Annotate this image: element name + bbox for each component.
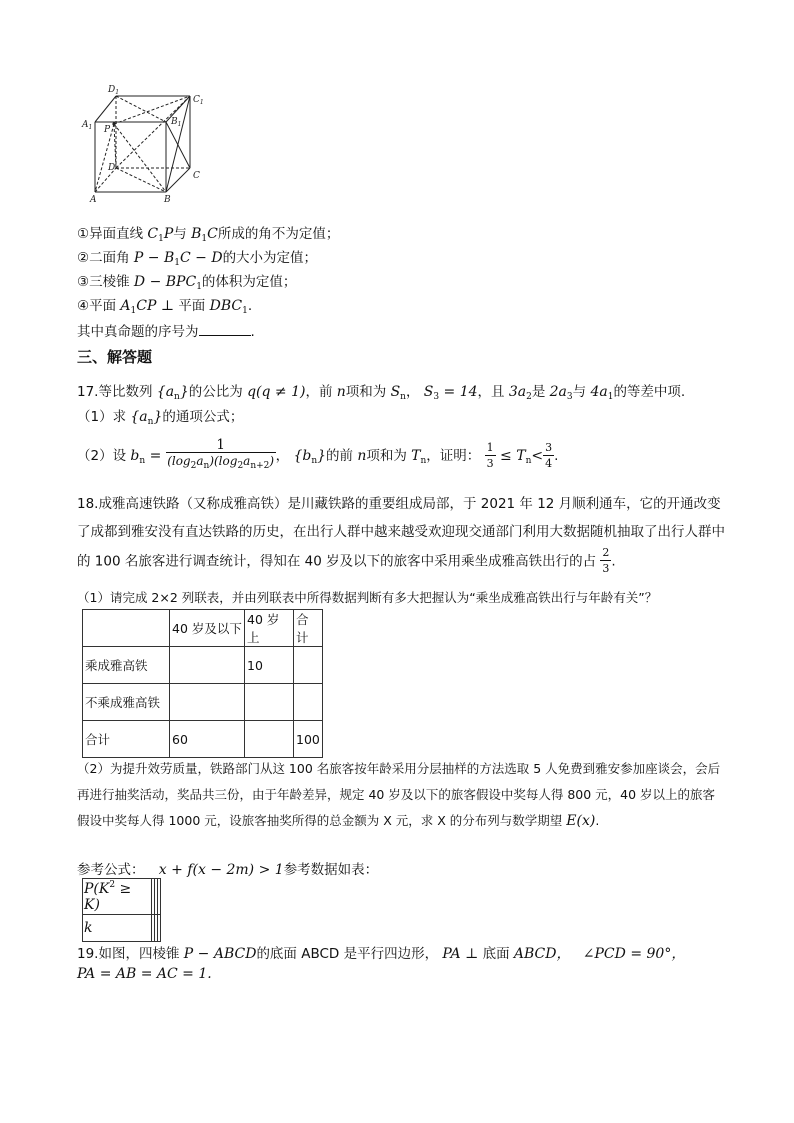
answer-blank [199, 323, 251, 336]
table-cell [170, 684, 245, 721]
statement-4: ④平面 $A_1CP$ ⊥ 平面 $DBC_1$. [77, 298, 253, 316]
label-B: B [164, 195, 171, 205]
table-row [83, 647, 323, 684]
label-C1: $C_1$ [193, 95, 204, 106]
q17-part2: （2）设 $b_n$ = $\frac{1}{(\log_2a_n)(\log_2a_{n+2})}$ ， $\{b_n\}$的前 n项和为 $T_n$，证明： $\frac{1}{3}$ ≤ $T_n<$ $\frac{3}{4}$ . [77, 436, 558, 481]
q18-formula: 参考公式： x + f(x − 2m) > 1参考数据如表： [77, 862, 379, 878]
contingency-table [82, 609, 323, 758]
table-header-cell: 40 岁上 [245, 610, 294, 647]
table-cell [294, 647, 323, 684]
reference-table [82, 878, 161, 942]
table-header-cell [83, 610, 170, 647]
statement-3: ③三棱锥 $D - BPC_1$的体积为定值； [77, 274, 297, 292]
table-row [83, 684, 323, 721]
q19-line1: 19.如图，四棱锥 P − ABCD的底面 ABCD 是平行四边形， PA ⊥ 底面 ABCD， ∠PCD = 90°， [77, 946, 686, 962]
table-cell: 100 [294, 721, 323, 758]
label-D1: $D_1$ [108, 85, 120, 96]
q18-part1: （1）请完成 2×2 列联表，并由列联表中所得数据判断有多大把握认为“乘坐成雅高铁出行与年龄有关”？ [77, 590, 658, 605]
table-row [83, 879, 161, 915]
label-B1: $B_1$ [171, 117, 182, 128]
table-cell [294, 684, 323, 721]
label-C: C [193, 171, 200, 181]
q19-line2: PA = AB = AC = 1. [77, 966, 212, 982]
bn-fraction: $\frac{1}{(\log_2a_n)(\log_2a_{n+2})}$ [167, 437, 275, 471]
table-cell [170, 647, 245, 684]
table-header-cell: 40 岁及以下 [170, 610, 245, 647]
ref-cell-p: $P(K^2 \ge K)$ [83, 879, 152, 915]
table-cell: 合计 [83, 721, 170, 758]
label-A1: $A_1$ [82, 120, 93, 131]
label-A: A [90, 195, 97, 205]
table-header-cell: 合计 [294, 610, 323, 647]
label-D: D [108, 163, 116, 173]
table-cell [245, 684, 294, 721]
ref-cell-k: k [83, 915, 152, 942]
table-cell: 60 [170, 721, 245, 758]
q17-part1: （1）求 $\{a_n\}$的通项公式； [77, 409, 244, 427]
statement-2: ②二面角 $P - B_1C - D$的大小为定值； [77, 250, 318, 268]
table-cell: 不乘成雅高铁 [83, 684, 170, 721]
answer-prompt: 其中真命题的序号为 . [77, 324, 255, 340]
label-P: P [104, 125, 111, 135]
q18-intro: 18.成雅高速铁路（又称成雅高铁）是川藏铁路的重要组成局部，于 2021 年 12 月顺利通车，它的开通改变了成都到雅安没有直达铁路的历史，在出行人群中越来越受欢迎现交通部门利用大数据随机抽取了出行人群中的 100 名旅客进行调查统计，得知在 40 岁及以下的旅客中采用乘坐成雅高铁出行的占 $\frac{2}{3}$ . [77, 496, 725, 575]
q17-stem: 17.等比数列 $\{a_n\}$的公比为 q(q ≠ 1)，前 n项和为 $S_n$， $S_3 = 14$，且 $3a_2$是 $2a_3$与 $4a_1$的等差中项. [77, 384, 686, 402]
section-title: 三、解答题 [77, 348, 153, 366]
table-row [83, 915, 161, 942]
table-cell [245, 721, 294, 758]
statement-1: ①异面直线 $C_1P$与 $B_1C$所成的角不为定值； [77, 226, 340, 244]
table-cell: 乘成雅高铁 [83, 647, 170, 684]
table-cell: 10 [245, 647, 294, 684]
q18-part2: （2）为提升效劳质量，铁路部门从这 100 名旅客按年龄采用分层抽样的方法选取 5 人免费到雅安参加座谈会，会后再进行抽奖活动，奖品共三份，由于年龄差异，规定 40 岁及以下的旅客假设中奖每人得 800 元，40 岁以上的旅客假设中奖每人得 1000 元，设旅客抽奖所得的总金额为 X 元，求 X 的分布列与数学期望 E(x). [77, 761, 721, 829]
cube-figure [80, 82, 210, 206]
table-row [83, 721, 323, 758]
